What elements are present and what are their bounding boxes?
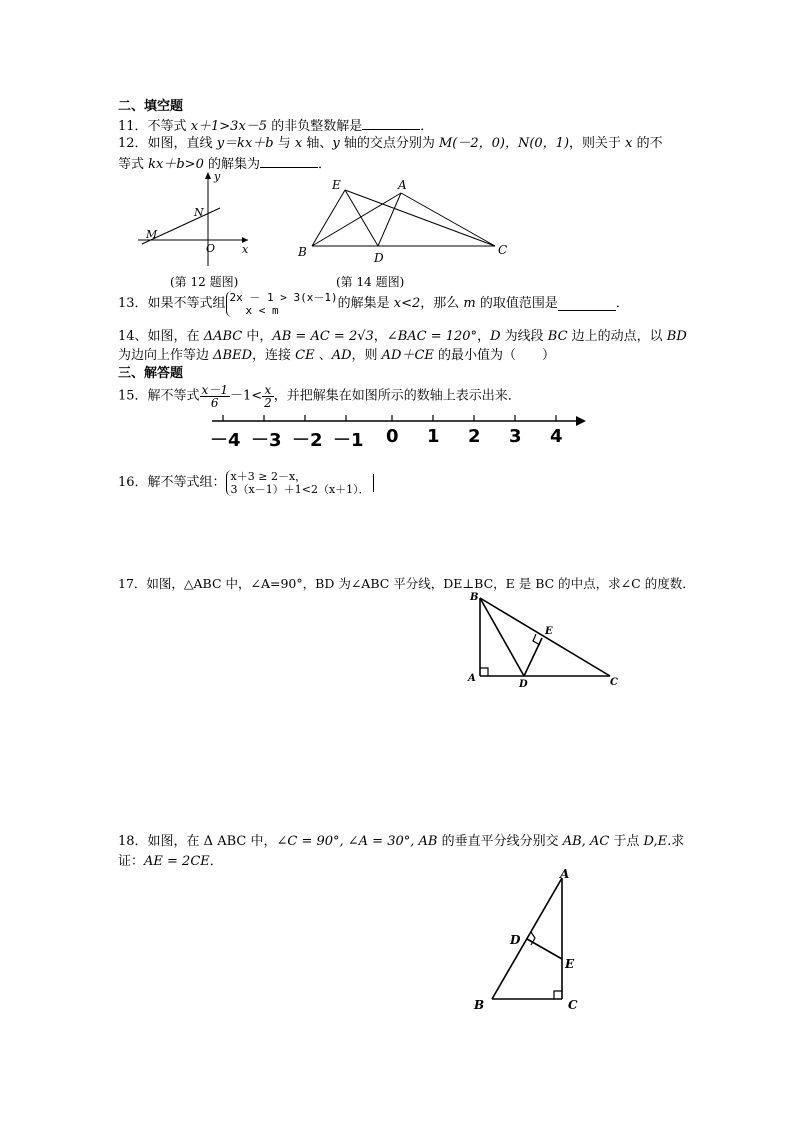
q12-points: M(－2，0)，N(0，1) <box>438 136 570 151</box>
q14-text-2a: 为边向上作等边 <box>118 348 214 363</box>
label-O: O <box>206 242 216 255</box>
tick-label-neg2: －2 <box>292 430 323 451</box>
figure-17-triangle <box>462 588 626 688</box>
q13-end: ． <box>615 296 629 311</box>
figure-14-caption: (第 14 题图) <box>336 275 405 289</box>
q12-x: x <box>294 136 303 151</box>
q16-eq2: 3（x－1）＋1<2（x＋1）． <box>230 483 370 496</box>
figure-14-triangle <box>292 174 517 266</box>
number-line-arrow-icon <box>576 416 586 426</box>
q14-text-2g: ，则 <box>351 348 382 363</box>
tick-label-4: 4 <box>550 426 563 447</box>
q13-solution: x<2 <box>393 296 421 311</box>
q12-y: y <box>332 136 340 151</box>
q15-suffix: ，并把解集在如图所示的数轴上表示出来． <box>273 388 521 404</box>
q18-text-2a: 证： <box>118 854 145 869</box>
q11-inequality: x＋1>3x－5 <box>190 119 268 134</box>
tick-label-1: 1 <box>427 426 440 447</box>
q12-text-2c: 的解集为 <box>203 157 260 172</box>
tick-label-3: 3 <box>509 426 522 447</box>
q14-text-k: 边上的动点，以 <box>567 329 667 344</box>
label-M: M <box>146 228 158 241</box>
q15-num1: x－1 <box>201 383 228 397</box>
segment-ED <box>345 190 378 246</box>
q11-suffix: 的非负整数解是 <box>267 119 363 134</box>
label-D: D <box>510 933 521 947</box>
q15-den2: 2 <box>264 396 272 410</box>
right-angle-C-icon <box>554 991 562 999</box>
q16-prefix: 16．解不等式组： <box>118 475 226 490</box>
tick-label-neg1: －1 <box>333 430 364 451</box>
q18-text-e: 于点 <box>609 834 644 849</box>
section-title-solutions: 三、解答题 <box>118 366 184 381</box>
question-17: 17．如图，△ABC 中，∠A=90°，BD 为∠ABC 平分线，DE⊥BC，E 是 BC 的中点，求∠C 的度数． <box>118 576 695 591</box>
question-14-line-2 <box>118 348 555 364</box>
q14-text-i: 为线段 <box>500 329 548 344</box>
question-13 <box>118 291 629 317</box>
q15-mid: －1< <box>229 388 263 404</box>
label-B: B <box>474 998 485 1012</box>
label-A: A <box>560 867 570 881</box>
q14-AD: AD <box>331 348 352 363</box>
segment-AB <box>492 878 562 999</box>
label-D: D <box>519 679 528 688</box>
label-E: E <box>565 957 575 971</box>
segment-AC <box>401 193 495 246</box>
q14-text-2i: 的最小值为（ ） <box>433 348 556 363</box>
q14-text-c: 中， <box>242 329 273 344</box>
q14-text-2e: 、 <box>314 348 332 363</box>
label-B: B <box>470 592 479 603</box>
segment-BC <box>480 598 610 676</box>
question-18-line-1 <box>118 834 684 850</box>
label-C: C <box>610 677 618 688</box>
label-B: B <box>298 245 307 259</box>
y-axis-arrow-icon <box>205 172 211 179</box>
q12-end: ． <box>317 157 331 172</box>
q12-text-k: 的不 <box>632 136 663 151</box>
question-16 <box>118 470 374 496</box>
segment-EC <box>345 190 495 246</box>
tick-label-2: 2 <box>468 426 481 447</box>
q14-text-e: ， <box>373 329 387 344</box>
q18-sides: AB, AC <box>562 834 610 849</box>
q13-eq1: 2x － 1 > 3(x－1) <box>229 291 338 304</box>
question-14-line-1 <box>118 329 687 345</box>
q18-text-a: 18．如图，在 Δ ABC 中， <box>118 834 277 849</box>
q14-angle: ∠BAC = 120° <box>386 329 478 344</box>
figure-18-triangle <box>468 866 588 1016</box>
q14-sum: AD＋CE <box>381 348 434 363</box>
q16-eq1: x＋3 ≥ 2－x， <box>230 470 307 483</box>
q16-system <box>226 470 370 496</box>
q15-fraction-1 <box>200 384 230 409</box>
label-E: E <box>332 178 341 192</box>
label-E: E <box>545 626 553 637</box>
question-18-line-2 <box>118 854 223 870</box>
q15-fraction-2 <box>262 384 274 409</box>
q18-text-2c: ． <box>209 854 223 869</box>
label-C: C <box>498 243 508 257</box>
number-line-ticks <box>223 415 556 421</box>
q13-answer-blank[interactable] <box>558 298 616 311</box>
label-y: y <box>214 170 221 183</box>
tick-label-0: 0 <box>386 426 399 447</box>
label-C: C <box>568 998 578 1012</box>
q13-system <box>226 291 338 317</box>
q12-x2: x <box>625 136 633 151</box>
q15-num2: x <box>262 384 274 397</box>
q12-ineq: kx＋b>0 <box>148 157 204 172</box>
q18-claim: AE = 2CE <box>144 854 210 869</box>
q15-den1: 6 <box>210 396 219 410</box>
segment-BD <box>480 598 524 676</box>
q13-prefix: 13．如果不等式组 <box>118 296 226 311</box>
label-A: A <box>398 178 407 192</box>
right-angle-A-icon <box>480 668 488 676</box>
label-D: D <box>374 251 384 265</box>
q15-prefix: 15．解不等式 <box>118 388 200 404</box>
figure-12-caption: (第 12 题图) <box>170 275 239 289</box>
q13-mid: 的解集是 <box>337 296 394 311</box>
q12-text-g: 轴的交点分别为 <box>339 136 439 151</box>
q14-BC: BC <box>547 329 568 344</box>
q14-D: D <box>490 329 501 344</box>
segment-BE <box>312 190 345 246</box>
label-N: N <box>194 206 204 219</box>
label-A: A <box>468 673 476 684</box>
q12-text-i: ，则关于 <box>569 136 626 151</box>
segment-BA <box>312 193 401 246</box>
q11-prefix: 11．不等式 <box>118 119 191 134</box>
q14-text-a: 14、如图，在 <box>118 329 204 344</box>
q11-end: ． <box>420 119 434 134</box>
q11-answer-blank[interactable] <box>362 117 420 130</box>
q18-text-g: .求 <box>667 834 685 849</box>
q14-sides: AB = AC = 2√3 <box>272 329 374 344</box>
q13-post2: 的取值范围是 <box>475 296 558 311</box>
q18-text-c: 的垂直平分线分别交 <box>437 834 563 849</box>
q12-text-2a: 等式 <box>118 157 149 172</box>
figure-12-graph <box>130 168 260 268</box>
q12-answer-blank[interactable] <box>260 155 318 168</box>
q13-eq2: x < m <box>245 304 279 317</box>
question-15 <box>118 384 521 409</box>
q14-triangle: ΔABC <box>203 329 243 344</box>
q16-right-brace <box>372 474 374 492</box>
segment-DE <box>524 638 542 676</box>
q13-post: ，那么 <box>420 296 464 311</box>
q12-text-e: 轴、 <box>302 136 333 151</box>
tick-label-neg3: －3 <box>251 430 282 451</box>
section-title-fill-in: 二、填空题 <box>118 99 184 114</box>
q12-text-a: 12．如图，直线 <box>118 136 217 151</box>
question-11 <box>118 117 433 135</box>
q14-CE: CE <box>295 348 315 363</box>
q12-text-c: 与 <box>273 136 295 151</box>
q13-m: m <box>463 296 476 311</box>
q18-points: D,E <box>643 834 668 849</box>
tick-label-neg4: －4 <box>210 430 241 451</box>
q14-equilateral: ΔBED <box>213 348 252 363</box>
q14-text-2c: ，连接 <box>252 348 296 363</box>
question-12-line-1 <box>118 136 663 152</box>
label-x: x <box>242 243 249 256</box>
q14-BD: BD <box>666 329 687 344</box>
q18-angles: ∠C = 90°, ∠A = 30°, AB <box>276 834 438 849</box>
segment-AD <box>378 193 401 246</box>
q12-line-eq: y＝kx＋b <box>216 136 274 151</box>
q14-text-g: ， <box>477 329 491 344</box>
